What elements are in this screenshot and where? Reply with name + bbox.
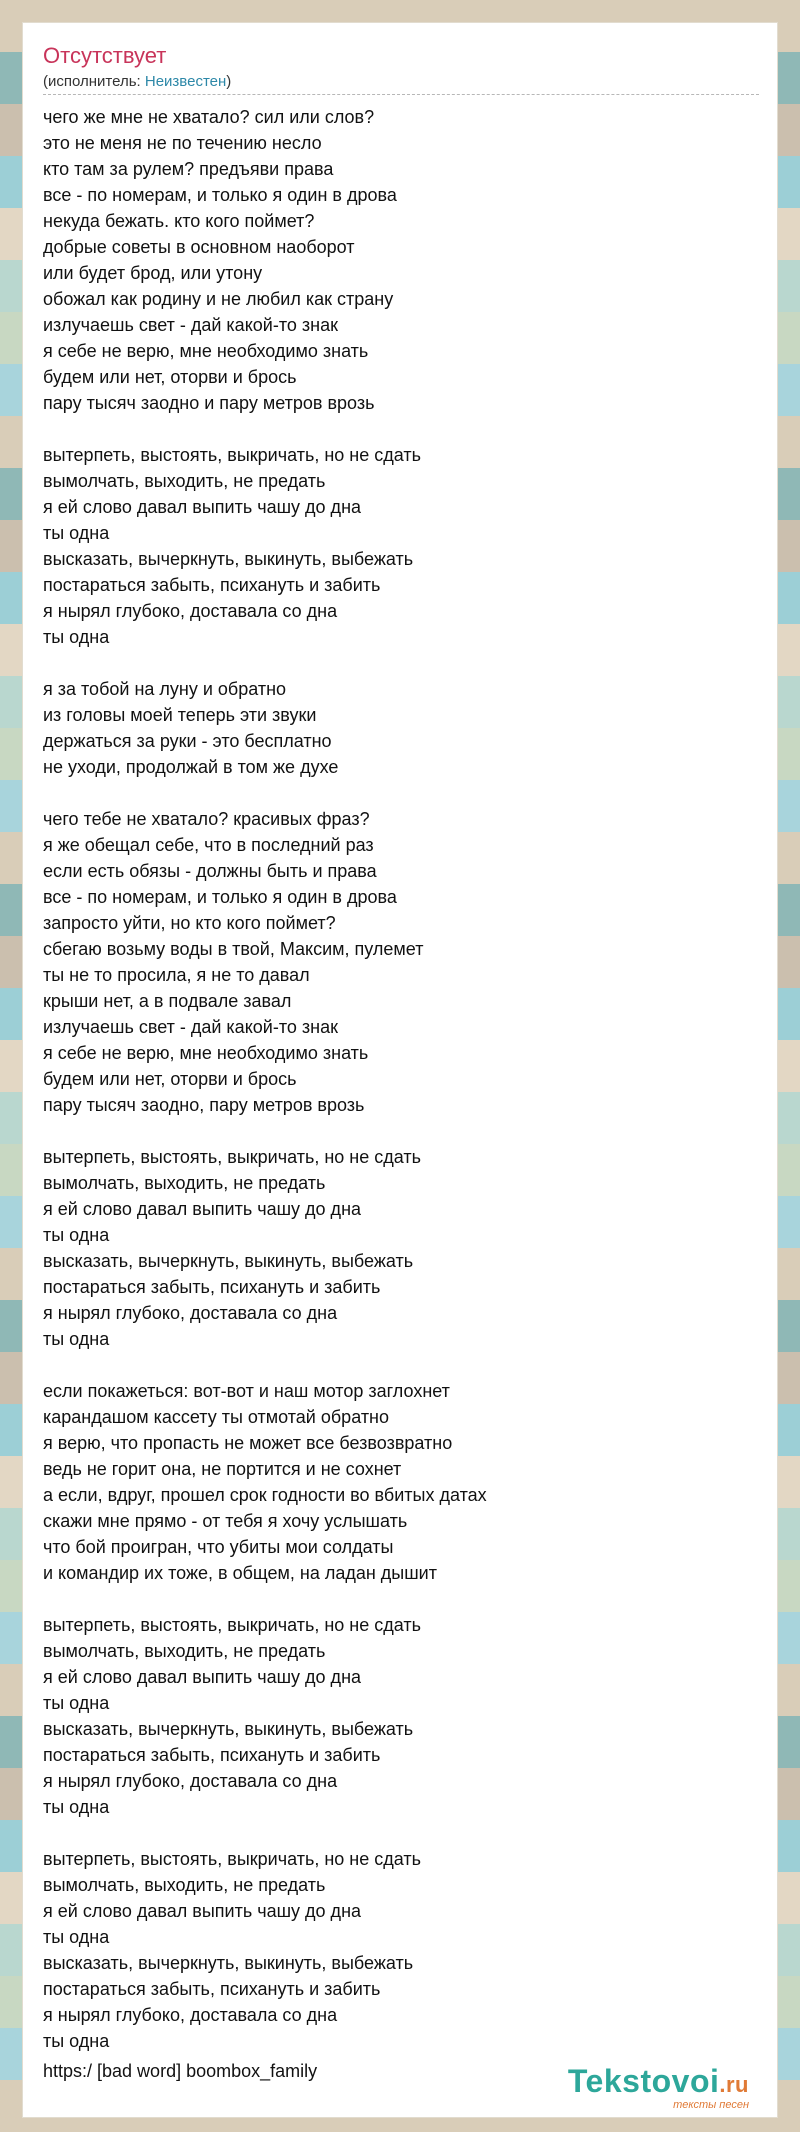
lyrics-card bbox=[22, 22, 778, 2118]
artist-link[interactable]: Неизвестен bbox=[144, 73, 227, 90]
logo-wordmark bbox=[568, 2065, 749, 2101]
footer-source-text: https:/ [bad word] boombox_family bbox=[43, 2061, 318, 2081]
logo-tld: .ru bbox=[719, 2072, 749, 2097]
divider bbox=[43, 94, 759, 95]
song-title: Отсутствует bbox=[43, 43, 167, 68]
site-logo[interactable] bbox=[568, 2065, 749, 2111]
logo-tagline: тексты песен bbox=[673, 2099, 749, 2111]
logo-main-text: Tekstovoi bbox=[567, 2063, 720, 2099]
artist-prefix: (исполнитель: bbox=[43, 73, 145, 90]
artist-suffix: ) bbox=[226, 73, 232, 90]
lyrics-text: чего же мне не хватало? сил или слов? это не меня не по течению несло кто там за рулем? предъяви права все - по номерам, и только я один в дрова некуда бежать. кто кого поймет? добрые советы в основном наоборот или будет брод, или утону обожал как родину и не любил как страну излучаешь свет - дай какой-то знак я себе не верю, мне необходимо знать будем или нет, оторви и брось пару тысяч заодно и пару метров врозь вытерпеть, выстоять, выкричать, но не сдать вымолчать, выходить, не предать я ей слово давал выпить чашу до дна ты одна высказать, вычеркнуть, выкинуть, выбежать постараться забыть, психануть и забить я нырял глубоко, доставала со дна ты одна я за тобой на луну и обратно из головы моей теперь эти звуки держаться за руки - это бесплатно не уходи, продолжай в том же духе чего тебе не хватало? красивых фраз? я же обещал себе, что в последний раз если есть обязы - должны быть и права все - по номерам, и только я один в дрова запросто уйти, но кто кого поймет? сбегаю возьму воды в твой, Максим, пулемет ты не то просила, я не то давал крыши нет, а в подвале завал излучаешь свет - дай какой-то знак я себе не верю, мне необходимо знать будем или нет, оторви и брось пару тысяч заодно, пару метров врозь вытерпеть, выстоять, выкричать, но не сдать вымолчать, выходить, не предать я ей слово давал выпить чашу до дна ты одна высказать, вычеркнуть, выкинуть, выбежать постараться забыть, психануть и забить я нырял глубоко, доставала со дна ты одна если покажеться: вот-вот и наш мотор заглохнет карандашом кассету ты отмотай обратно я верю, что пропасть не может все безвозвратно ведь не горит она, не портится и не сохнет а если, вдруг, прошел срок годности во вбитых датах скажи мне прямо - от тебя я хочу услышать что бой проигран, что убиты мои солдаты и командир их тоже, в общем, на ладан дышит вытерпеть, выстоять, выкричать, но не сдать вымолчать, выходить, не предать я ей слово давал выпить чашу до дна ты одна высказать, вычеркнуть, выкинуть, выбежать постараться забыть, психануть и забить я нырял глубоко, доставала со дна ты одна вытерпеть, выстоять, выкричать, но не сдать вымолчать, выходить, не предать я ей слово давал выпить чашу до дна ты одна высказать, вычеркнуть, выкинуть, выбежать постараться забыть, психануть и забить я нырял глубоко, доставала со дна ты одна bbox=[43, 107, 487, 2051]
artist-line bbox=[43, 73, 231, 91]
